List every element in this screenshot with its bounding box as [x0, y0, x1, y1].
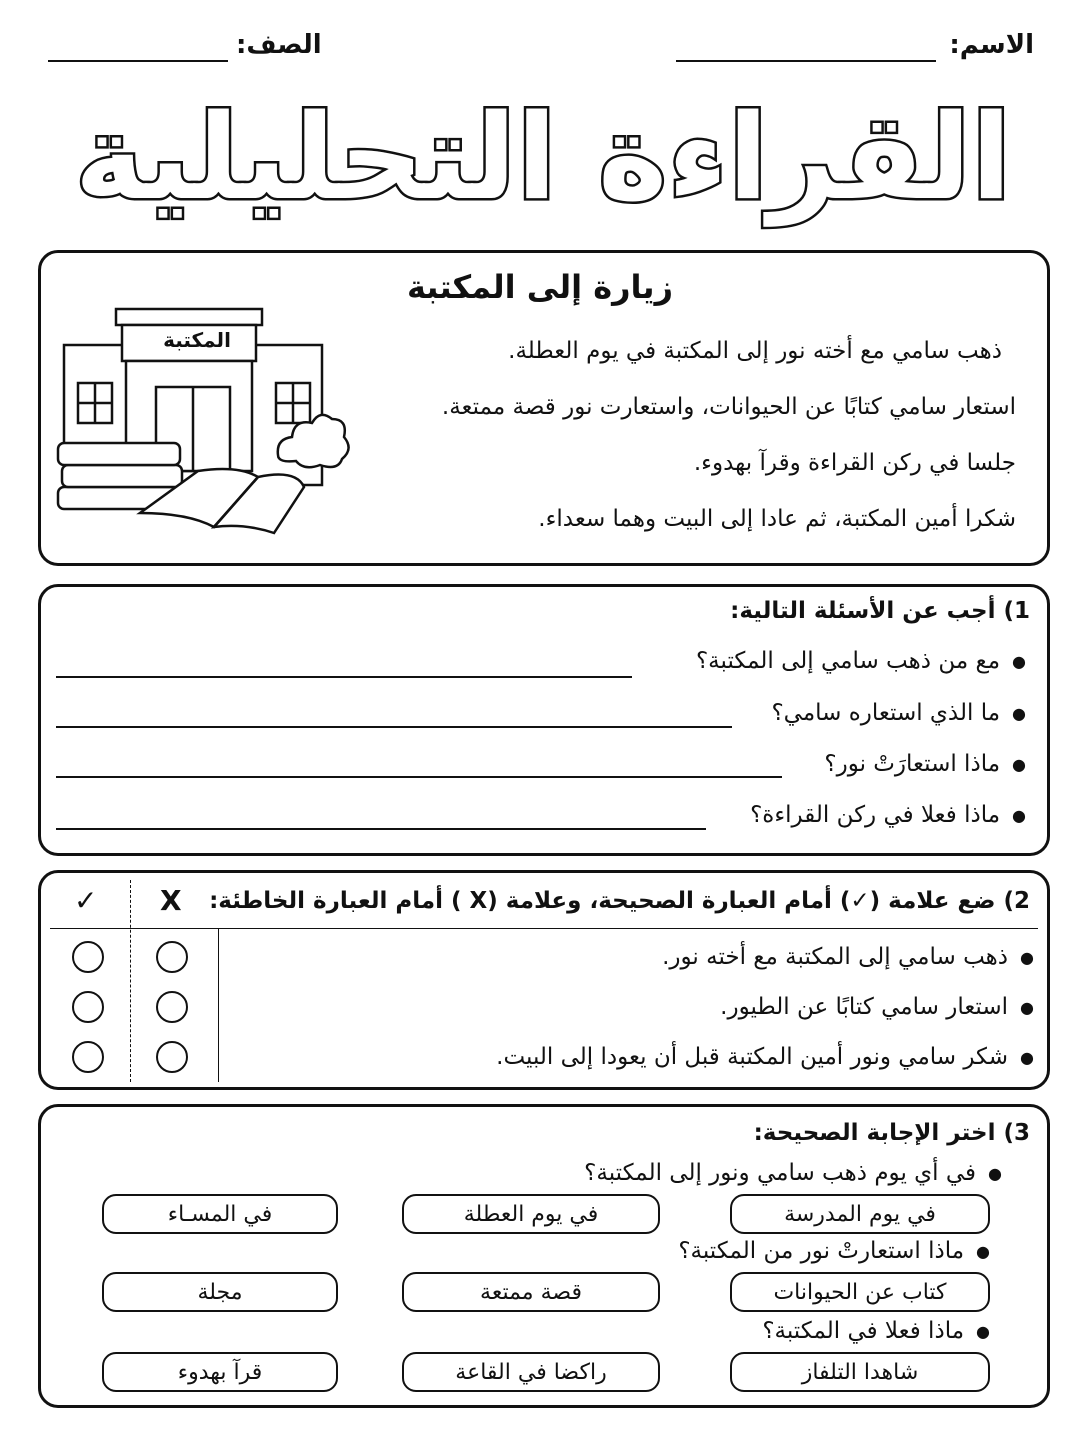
right-column-header: ✓ [74, 884, 98, 917]
section1-question-2 [771, 700, 1026, 726]
statement-text: شكر سامي ونور أمين المكتبة قبل أن يعودا إلى البيت. [496, 1044, 1009, 1070]
option-q1-a[interactable]: في يوم المدرسة [730, 1194, 990, 1234]
bullet-icon: ● [976, 1241, 990, 1261]
option-q2-a[interactable]: كتاب عن الحيوانات [730, 1272, 990, 1312]
wrong-circle-3[interactable] [156, 1041, 188, 1073]
library-illustration [50, 305, 350, 545]
section3-question-2 [678, 1238, 990, 1264]
question-text: ماذا استعارتْ نور من المكتبة؟ [678, 1238, 965, 1264]
question-text: ماذا استعارَتْ نور؟ [824, 751, 1001, 777]
option-q3-b[interactable]: راكضا في القاعة [402, 1352, 660, 1392]
wrong-column-header: X [160, 884, 182, 917]
section2-statement-1 [662, 944, 1034, 970]
class-label: الصف: [236, 30, 322, 60]
bullet-icon: ● [988, 1163, 1002, 1183]
answer-line-4[interactable] [56, 828, 706, 830]
option-q3-c[interactable]: قرآ بهدوء [102, 1352, 338, 1392]
option-q1-c[interactable]: في المسـاء [102, 1194, 338, 1234]
section1-question-3 [824, 751, 1026, 777]
section1-question-1 [696, 648, 1026, 674]
divider [130, 880, 131, 1082]
bullet-icon: ● [1012, 754, 1026, 774]
bullet-icon: ● [1020, 997, 1034, 1017]
answer-line-1[interactable] [56, 676, 632, 678]
bullet-icon: ● [1020, 947, 1034, 967]
wrong-circle-2[interactable] [156, 991, 188, 1023]
statement-text: استعار سامي كتابًا عن الطيور. [720, 994, 1009, 1020]
bullet-icon: ● [976, 1321, 990, 1341]
divider [218, 928, 219, 1082]
question-text: ما الذي استعاره سامي؟ [771, 700, 1001, 726]
story-title: زيارة إلى المكتبة [407, 268, 673, 306]
divider [50, 928, 1038, 929]
section2-statement-3 [496, 1044, 1034, 1070]
story-line-2: استعار سامي كتابًا عن الحيوانات، واستعارت نور قصة ممتعة. [441, 394, 1016, 420]
answer-line-3[interactable] [56, 776, 782, 778]
option-q1-b[interactable]: في يوم العطلة [402, 1194, 660, 1234]
right-circle-1[interactable] [72, 941, 104, 973]
question-text: في أي يوم ذهب سامي ونور إلى المكتبة؟ [584, 1160, 977, 1186]
wrong-circle-1[interactable] [156, 941, 188, 973]
option-q2-c[interactable]: مجلة [102, 1272, 338, 1312]
name-field[interactable] [676, 60, 936, 62]
question-text: ماذا فعلا في ركن القراءة؟ [750, 802, 1001, 828]
right-circle-2[interactable] [72, 991, 104, 1023]
story-line-1: ذهب سامي مع أخته نور إلى المكتبة في يوم العطلة. [508, 338, 1002, 364]
story-line-3: جلسا في ركن القراءة وقرآ بهدوء. [693, 450, 1016, 476]
statement-text: ذهب سامي إلى المكتبة مع أخته نور. [662, 944, 1009, 970]
bullet-icon: ● [1012, 805, 1026, 825]
section2-statement-2 [720, 994, 1034, 1020]
section3-question-3 [762, 1318, 990, 1344]
question-text: ماذا فعلا في المكتبة؟ [762, 1318, 965, 1344]
question-text: مع من ذهب سامي إلى المكتبة؟ [695, 648, 1001, 674]
page-title: القراءة التحليلية [74, 88, 1012, 226]
bullet-icon: ● [1020, 1047, 1034, 1067]
section3-question-1 [584, 1160, 1002, 1186]
class-field[interactable] [48, 60, 228, 62]
section1-question-4 [750, 802, 1026, 828]
answer-line-2[interactable] [56, 726, 732, 728]
right-circle-3[interactable] [72, 1041, 104, 1073]
section2-heading: 2) ضع علامة (✓) أمام العبارة الصحيحة، وعلامة (X ) أمام العبارة الخاطئة: [209, 888, 1030, 914]
option-q3-a[interactable]: شاهدا التلفاز [730, 1352, 990, 1392]
story-line-4: شكرا أمين المكتبة، ثم عادا إلى البيت وهما سعداء. [538, 506, 1016, 532]
option-q2-b[interactable]: قصة ممتعة [402, 1272, 660, 1312]
library-sign: المكتبة [163, 328, 231, 352]
name-label: الاسم: [949, 30, 1034, 60]
section1-heading: 1) أجب عن الأسئلة التالية: [730, 598, 1030, 624]
section3-heading: 3) اختر الإجابة الصحيحة: [753, 1120, 1030, 1146]
bullet-icon: ● [1012, 703, 1026, 723]
bullet-icon: ● [1012, 651, 1026, 671]
